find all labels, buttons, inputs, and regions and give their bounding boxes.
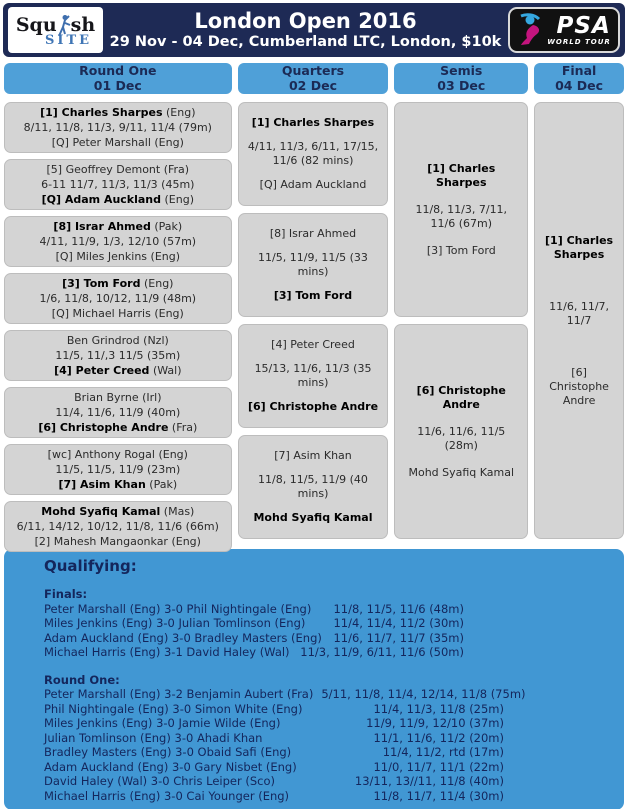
match-score: 11/5, 11/9, 11/5 (33 mins) [258,251,368,278]
round-date: 01 Dec [93,77,142,93]
round-one-match-1 [4,102,232,153]
qualifying-scores: 11/9, 11/9, 12/10 (37m) [366,716,504,730]
player-line [6,447,230,462]
match-score: 6-11 11/7, 11/3, 11/3 (45m) [41,178,195,191]
psa-text: PSA [556,12,611,39]
qualifying-finals-block [44,587,612,660]
psa-wordmark [547,12,611,46]
qualifying-row [44,789,504,804]
player-country: (Eng) [164,193,195,206]
quarters-column [238,102,389,539]
semis-match-1 [394,102,528,317]
qualifying-row [44,616,464,631]
round-one-match-8 [4,501,232,552]
player-line [6,249,230,264]
qualifying-row [44,731,504,746]
qualifying-scores: 11/0, 11/7, 11/1 (22m) [373,759,504,774]
player-name: [4] Peter Creed [271,338,355,351]
qualifying-match: Miles Jenkins (Eng) 3-0 Julian Tomlinson (Eng) [44,616,306,630]
player-country: (Eng) [158,448,188,461]
round-date: 03 Dec [437,77,486,93]
qualifying-scores: 11/4, 11/4, 11/2 (30m) [333,616,464,630]
match-score: 11/6, 11/7, 11/7 [549,299,610,327]
qualifying-scores: 11/3, 11/9, 6/11, 11/6 (50m) [300,645,464,659]
player-line [6,390,230,405]
qualifying-match: Michael Harris (Eng) 3-1 David Haley (Wal) [44,645,290,659]
qualifying-match: Adam Auckland (Eng) 3-0 Bradley Masters (Eng) [44,630,322,645]
player-name: [8] Israr Ahmed [269,227,357,240]
player-name: [8] Israr Ahmed [53,220,151,233]
qualifying-scores: 11/4, 11/3, 11/8 (25m) [373,701,504,716]
qualifying-round-one-label: Round One: [44,672,120,687]
player-country: (Eng) [171,535,201,548]
semis-match-2 [394,324,528,539]
player-country: (Wal) [152,364,182,377]
player-name: [Q] Miles Jenkins [55,250,148,263]
player-name: Brian Byrne [74,391,139,404]
player-name: [3] Tom Ford [273,289,353,302]
header-titles [103,9,508,51]
player-name: Mohd Syafiq Kamal [41,505,161,518]
match-score: 11/6, 11/6, 11/5 (28m) [417,424,506,452]
qualifying-section [4,549,624,809]
player-name: [7] Asim Khan [274,449,352,462]
player-line [6,333,230,348]
quarters-match-4 [238,435,389,539]
match-score: 4/11, 11/9, 1/3, 12/10 (57m) [39,235,197,248]
player-name: [2] Mahesh Mangaonkar [34,535,168,548]
player-name: [Q] Peter Marshall [51,136,151,149]
qualifying-match: David Haley (Wal) 3-0 Chris Leiper (Sco) [44,774,275,788]
player-country: (Eng) [154,136,184,149]
player-country: (Fra) [171,421,198,434]
player-line [6,420,230,435]
player-country: (Pak) [149,478,178,491]
player-name: Mohd Syafiq Kamal [408,465,515,479]
column-header-final [534,63,624,94]
qualifying-row [44,602,464,617]
match-score: 11/5, 11/,3 11/5 (35m) [55,349,181,362]
player-country: (Fra) [163,163,190,176]
quarters-match-2 [238,213,389,317]
qualifying-match: Julian Tomlinson (Eng) 3-0 Ahadi Khan [44,730,263,745]
player-line [6,504,230,519]
player-country: (Eng) [143,277,174,290]
player-name: [5] Geoffrey Demont [46,163,161,176]
final-match-1 [534,102,624,539]
player-country: (Irl) [142,391,162,404]
final-column [534,102,624,539]
round-one-match-4 [4,273,232,324]
quarters-match-1 [238,102,389,206]
match-score: 11/4, 11/6, 11/9 (40m) [55,406,181,419]
qualifying-match: Michael Harris (Eng) 3-0 Cai Younger (Eng) [44,788,290,803]
qualifying-finals-label: Finals: [44,587,88,601]
player-name: [3] Tom Ford [62,277,141,290]
round-title: Semis [440,63,483,78]
player-name: [4] Peter Creed [54,364,150,377]
column-header-quarters [238,63,389,94]
qualifying-match: Peter Marshall (Eng) 3-0 Phil Nightingale (Eng) [44,601,312,616]
player-name: [Q] Adam Auckland [41,193,162,206]
qualifying-scores: 13/11, 13//11, 11/8 (40m) [354,774,504,788]
player-name: [6] Christophe Andre [247,400,379,413]
player-line [6,363,230,378]
qualifying-row [44,687,526,702]
player-line [6,477,230,492]
player-name: [3] Tom Ford [426,243,496,257]
match-score: 11/5, 11/5, 11/9 (23m) [55,463,181,476]
round-date: 04 Dec [555,77,604,93]
round-title: Final [561,63,597,78]
squashsite-logo [8,7,103,53]
qualifying-row [44,716,504,731]
player-name: Ben Grindrod [66,334,140,347]
player-name: [6] Christophe Andre [549,365,609,407]
round-date: 02 Dec [288,77,337,93]
player-line [6,306,230,321]
round-headers [4,63,624,94]
qualifying-match: Adam Auckland (Eng) 3-0 Gary Nisbet (Eng) [44,759,297,774]
qualifying-row [44,702,504,717]
round-title: Quarters [281,63,345,78]
qualifying-scores: 11/8, 11/7, 11/4 (30m) [373,788,504,803]
qualifying-round-one-block [44,673,612,804]
psa-world-tour-logo [508,7,620,53]
qualifying-match: Miles Jenkins (Eng) 3-0 Jamie Wilde (Eng) [44,716,281,730]
qualifying-match: Bradley Masters (Eng) 3-0 Obaid Safi (Eng) [44,745,292,759]
round-title: Round One [79,63,157,78]
qualifying-scores: 11/1, 11/6, 11/2 (20m) [373,730,504,745]
qualifying-match: Peter Marshall (Eng) 3-2 Benjamin Aubert (Fra) [44,687,314,701]
qualifying-scores: 11/4, 11/2, rtd (17m) [382,745,504,759]
player-country: (Mas) [163,505,195,518]
match-score: 6/11, 14/12, 10/12, 11/8, 11/6 (66m) [16,520,219,533]
player-line [6,276,230,291]
match-score: 8/11, 11/8, 11/3, 9/11, 11/4 (79m) [23,121,212,134]
match-score: 1/6, 11/8, 10/12, 11/9 (48m) [39,292,197,305]
player-name: [Q] Michael Harris [51,307,151,320]
qualifying-row [44,745,504,760]
player-name: Mohd Syafiq Kamal [253,511,373,524]
player-line [6,219,230,234]
squashsite-site-label: SITE [44,32,93,48]
player-country: (Eng) [166,106,196,119]
psa-world-tour-text: WORLD TOUR [547,37,611,46]
player-name: [1] Charles Sharpes [40,106,163,119]
player-line [6,192,230,207]
qualifying-row [44,760,504,775]
qualifying-row [44,631,464,646]
tournament-header [3,3,625,57]
player-name: [6] Christophe Andre [38,421,169,434]
player-country: (Pak) [154,220,183,233]
player-name: [1] Charles Sharpes [427,161,496,189]
player-name: [1] Charles Sharpes [251,116,375,129]
psa-player-icon [517,13,545,47]
player-name: [wc] Anthony Rogal [47,448,155,461]
column-header-round-one [4,63,232,94]
player-name: [Q] Adam Auckland [259,178,367,191]
semis-column [394,102,528,539]
round-one-match-2 [4,159,232,210]
draw-bracket [4,102,624,548]
round-one-column [4,102,232,548]
round-one-match-5 [4,330,232,381]
squashsite-text-left: Squ [15,14,57,36]
column-header-semis [394,63,528,94]
player-country: (Nzl) [143,334,169,347]
player-country: (Eng) [150,250,181,263]
match-score: 11/8, 11/3, 7/11, 11/6 (67m) [415,202,508,230]
round-one-match-6 [4,387,232,438]
page-subtitle: 29 Nov - 04 Dec, Cumberland LTC, London, $10k [109,34,502,50]
player-country: (Eng) [154,307,184,320]
player-name: [1] Charles Sharpes [545,233,614,261]
qualifying-row [44,774,504,789]
player-line [6,162,230,177]
match-score: 11/8, 11/5, 11/9 (40 mins) [258,473,368,500]
quarters-match-3 [238,324,389,428]
round-one-match-7 [4,444,232,495]
player-line [6,534,230,549]
qualifying-scores: 11/6, 11/7, 11/7 (35m) [333,630,464,645]
player-line [6,105,230,120]
qualifying-title: Qualifying: [44,557,137,575]
player-name: [6] Christophe Andre [416,383,506,411]
qualifying-match: Phil Nightingale (Eng) 3-0 Simon White (Eng) [44,701,303,716]
player-name: [7] Asim Khan [58,478,146,491]
qualifying-scores: 11/8, 11/5, 11/6 (48m) [333,601,464,616]
qualifying-scores: 5/11, 11/8, 11/4, 12/14, 11/8 (75m) [321,687,526,701]
match-score: 4/11, 11/3, 6/11, 17/15, 11/6 (82 mins) [247,140,379,167]
round-one-match-3 [4,216,232,267]
squashsite-text-right: sh [70,14,96,36]
match-score: 15/13, 11/6, 11/3 (35 mins) [254,362,372,389]
page-title: London Open 2016 [194,9,417,33]
qualifying-row [44,645,464,660]
player-line [6,135,230,150]
